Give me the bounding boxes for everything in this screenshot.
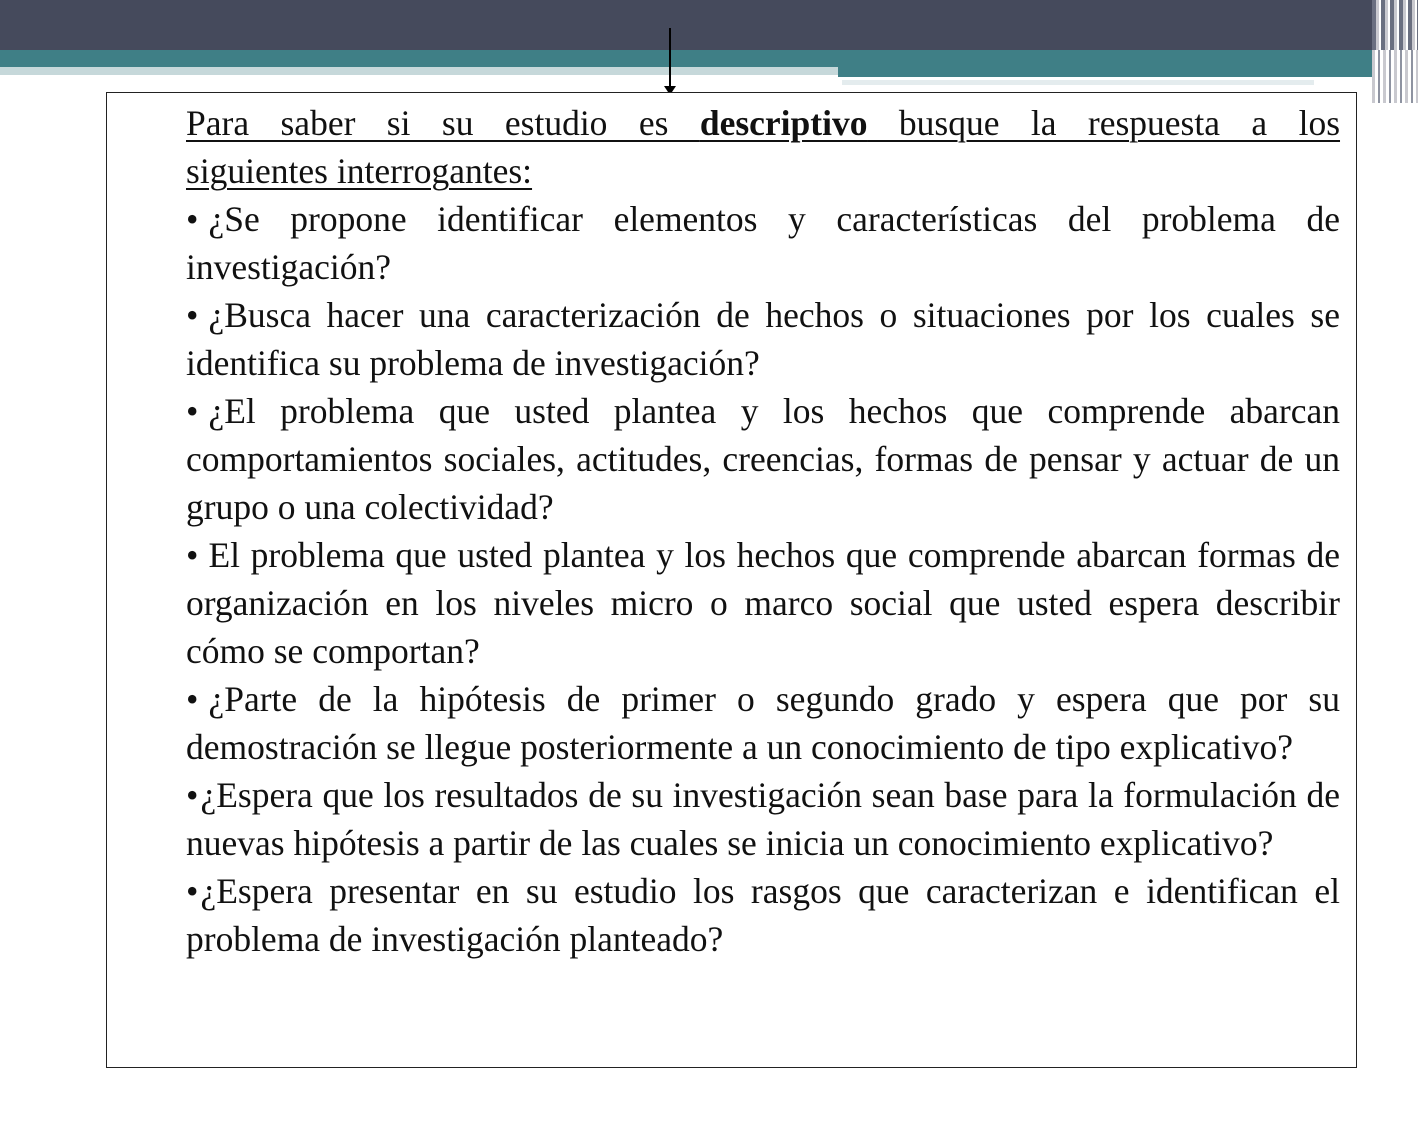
list-item-text: ¿Se propone identificar elementos y características del problema de investigación?: [186, 199, 1340, 287]
list-item-text: ¿Espera presentar en su estudio los rasgos que caracterizan e identifican el problema de investigación planteado?: [186, 871, 1340, 959]
bullet-icon: •: [186, 535, 199, 575]
list-item: [186, 291, 1340, 387]
header-accent-strip: [838, 67, 1372, 77]
bullet-icon: •: [186, 679, 199, 719]
list-item: [186, 387, 1340, 531]
down-arrow-line: [669, 28, 671, 90]
bullet-icon: •: [186, 199, 199, 239]
header-accent-bar: [0, 50, 1372, 67]
header-banner: [0, 0, 1372, 50]
intro-bold-word: descriptivo: [699, 103, 868, 143]
intro-part1: Para saber si su estudio es: [186, 103, 700, 143]
bullet-icon: •: [186, 295, 199, 335]
list-item-text: ¿Parte de la hipótesis de primer o segundo grado y espera que por su demostración se llegue posteriormente a un conocimiento de tipo explicativo?: [186, 679, 1340, 767]
list-item: [186, 771, 1340, 867]
list-item: [186, 675, 1340, 771]
corner-decoration-top: [1372, 0, 1418, 50]
header-light-strip: [0, 67, 838, 75]
list-item-text: El problema que usted plantea y los hechos que comprende abarcan formas de organización en los niveles micro o marco social que usted espera describir cómo se comportan?: [186, 535, 1340, 671]
bullet-icon: •: [186, 391, 199, 431]
slide-content: [186, 99, 1340, 963]
intro-line: [186, 99, 1340, 147]
list-item: [186, 531, 1340, 675]
list-item-text: ¿El problema que usted plantea y los hechos que comprende abarcan comportamientos sociales, actitudes, creencias, formas de pensar y actuar de un grupo o una colectividad?: [186, 391, 1340, 527]
list-item: [186, 867, 1340, 963]
bullet-icon: •: [186, 775, 199, 815]
bullet-icon: •: [186, 871, 199, 911]
intro-line2: siguientes interrogantes:: [186, 151, 533, 191]
list-item-text: ¿Espera que los resultados de su investigación sean base para la formulación de nuevas hipótesis a partir de las cuales se inicia un conocimiento explicativo?: [186, 775, 1340, 863]
list-item-text: ¿Busca hacer una caracterización de hechos o situaciones por los cuales se identifica su problema de investigación?: [186, 295, 1340, 383]
header-pale-line: [842, 80, 1314, 85]
list-item: [186, 195, 1340, 291]
intro-part2: busque la respuesta a los: [867, 103, 1341, 143]
